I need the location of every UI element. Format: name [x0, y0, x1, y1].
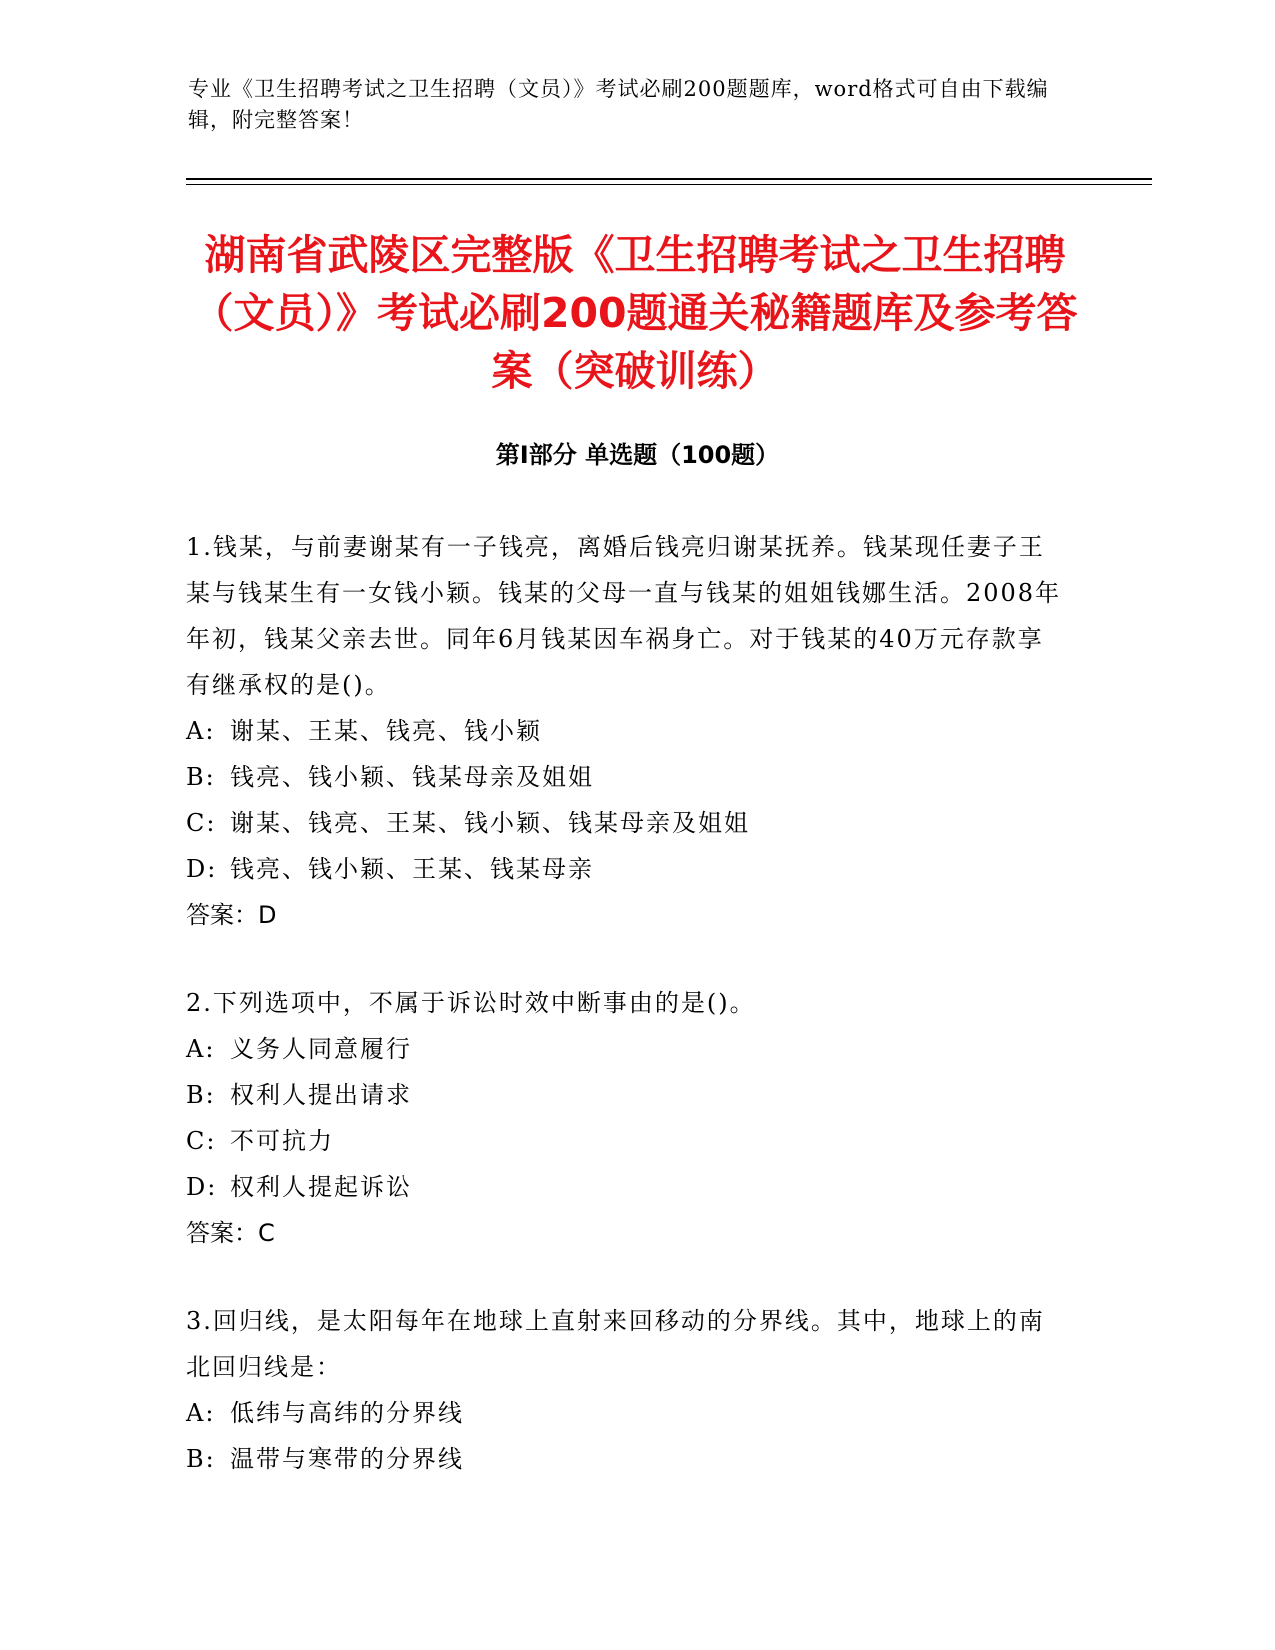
option-key: D:	[186, 1173, 218, 1201]
option-key: B:	[186, 763, 216, 791]
option-b	[186, 1436, 1066, 1482]
option-key: A:	[186, 1035, 216, 1063]
option-key: B:	[186, 1081, 216, 1109]
option-b	[186, 754, 1066, 800]
header-note: 专业《卫生招聘考试之卫生招聘（文员）》考试必刷200题题库，word格式可自由下载编辑，附完整答案！	[188, 77, 1049, 132]
option-a	[186, 708, 1066, 754]
option-c	[186, 800, 1066, 846]
document-title: 湖南省武陵区完整版《卫生招聘考试之卫生招聘（文员）》考试必刷200题通关秘籍题库及参考答案（突破训练）	[192, 231, 1078, 395]
option-key: B:	[186, 1445, 216, 1473]
option-key: D:	[186, 855, 218, 883]
option-text: 不可抗力	[230, 1127, 334, 1155]
option-text: 钱亮、钱小颖、钱某母亲及姐姐	[230, 763, 594, 791]
option-text: 低纬与高纬的分界线	[230, 1399, 464, 1427]
question-1	[186, 524, 1066, 938]
header-divider-thick	[186, 178, 1152, 180]
option-text: 权利人提出请求	[230, 1081, 412, 1109]
header-divider-thin	[186, 184, 1152, 185]
option-text: 谢某、钱亮、王某、钱小颖、钱某母亲及姐姐	[230, 809, 750, 837]
option-key: A:	[186, 1399, 216, 1427]
answer-line: 答案：C	[186, 1219, 275, 1247]
question-list	[186, 524, 1066, 1524]
option-text: 权利人提起诉讼	[230, 1173, 412, 1201]
option-b	[186, 1072, 1066, 1118]
question-3	[186, 1298, 1066, 1482]
answer-line: 答案：D	[186, 901, 277, 929]
option-text: 谢某、王某、钱亮、钱小颖	[230, 717, 542, 745]
option-key: A:	[186, 717, 216, 745]
question-stem: 2.下列选项中，不属于诉讼时效中断事由的是()。	[186, 989, 756, 1017]
option-text: 义务人同意履行	[230, 1035, 412, 1063]
option-a	[186, 1390, 1066, 1436]
option-c	[186, 1118, 1066, 1164]
question-stem: 3.回归线，是太阳每年在地球上直射来回移动的分界线。其中，地球上的南北回归线是：	[186, 1307, 1045, 1381]
option-text: 钱亮、钱小颖、王某、钱某母亲	[230, 855, 594, 883]
option-d	[186, 1164, 1066, 1210]
question-2	[186, 980, 1066, 1256]
option-d	[186, 846, 1066, 892]
section-heading: 第Ⅰ部分 单选题（100题）	[495, 441, 780, 469]
question-stem: 1.钱某，与前妻谢某有一子钱亮，离婚后钱亮归谢某抚养。钱某现任妻子王某与钱某生有一女钱小颖。钱某的父母一直与钱某的姐姐钱娜生活。2008年年初，钱某父亲去世。同年6月钱某因车祸身亡。对于钱某的40万元存款享有继承权的是()。	[186, 533, 1062, 699]
option-a	[186, 1026, 1066, 1072]
option-key: C:	[186, 809, 217, 837]
option-key: C:	[186, 1127, 217, 1155]
option-text: 温带与寒带的分界线	[230, 1445, 464, 1473]
